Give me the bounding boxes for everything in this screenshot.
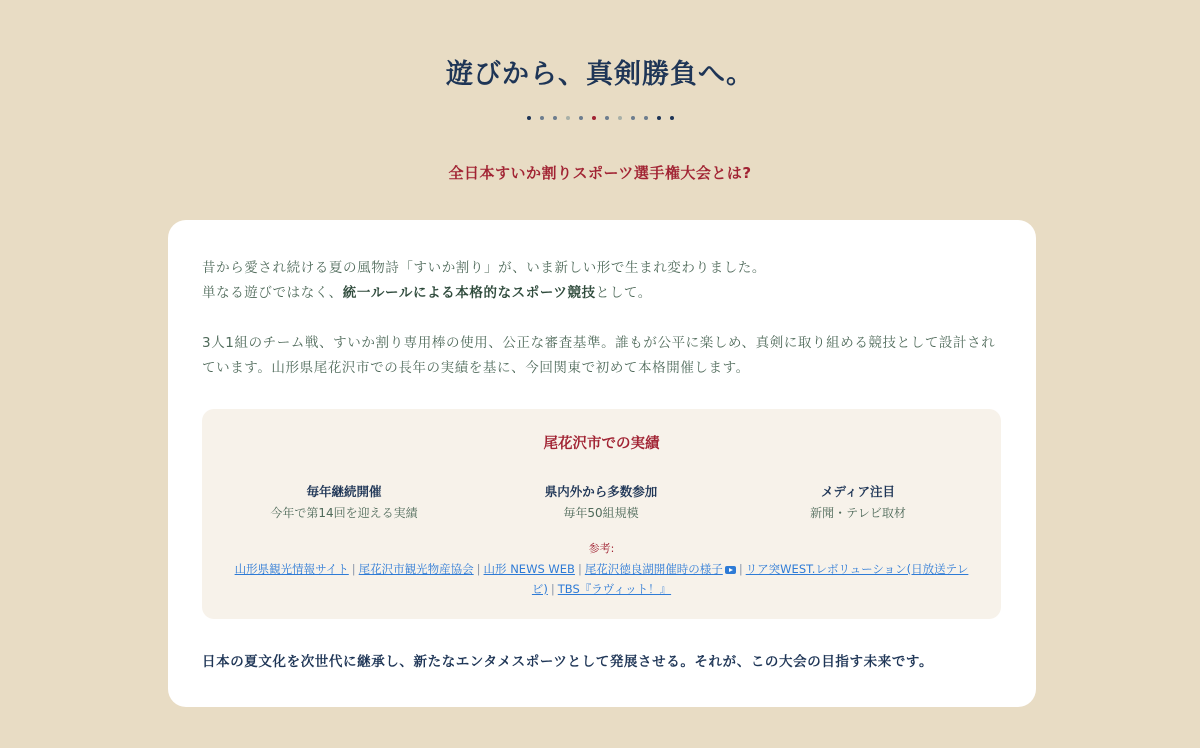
decorative-dot [670, 116, 674, 120]
intro-line-2-start: 単なる遊びではなく、 [202, 285, 343, 301]
link-separator: | [738, 562, 743, 576]
link-separator: | [550, 582, 555, 596]
link-separator: | [351, 562, 356, 576]
section-subtitle: 全日本すいか割りスポーツ選手権大会とは? [448, 164, 752, 182]
reference-label: 参考: [588, 542, 615, 555]
stat-description: 新聞・テレビ取材 [810, 506, 906, 520]
decorative-dot [644, 116, 648, 120]
link-yamagata-news-web[interactable]: 山形 NEWS WEB [483, 562, 575, 576]
decorative-dot [618, 116, 622, 120]
link-obanazawa-association[interactable]: 尾花沢市観光物産協会 [358, 562, 474, 576]
about-card [168, 220, 1036, 707]
decorative-dot [592, 116, 596, 120]
link-tokurako-video[interactable] [585, 562, 736, 576]
decorative-dot [579, 116, 583, 120]
decorative-dot [540, 116, 544, 120]
stat-description: 毎年50組規模 [563, 506, 639, 520]
closing-statement: 日本の夏文化を次世代に継承し、新たなエンタメスポーツとして発展させる。それが、この大会の目指す未来です。 [202, 654, 934, 670]
page-title: 遊びから、真剣勝負へ。 [446, 59, 754, 90]
link-riatotsu-west[interactable]: リア突WEST.レボリューション(日放送テレビ) [531, 562, 969, 596]
link-tokurako-video-label: 尾花沢徳良湖開催時の様子 [584, 562, 723, 576]
decorative-dot [605, 116, 609, 120]
intro-line-2 [202, 281, 1002, 306]
stat-participants [471, 483, 731, 522]
decorative-dot [527, 116, 531, 120]
stat-heading: 県内外から多数参加 [544, 484, 658, 499]
results-box [202, 409, 1001, 619]
decorative-dot [553, 116, 557, 120]
link-tbs-lovit[interactable]: TBS『ラヴィット！』 [557, 582, 672, 596]
results-title: 尾花沢市での実績 [543, 436, 660, 452]
link-separator: | [577, 562, 582, 576]
stat-heading: 毎年継続開催 [306, 484, 382, 499]
stat-annual [214, 483, 474, 522]
stat-description: 今年で第14回を迎える実績 [270, 506, 418, 520]
intro-line-1: 昔から愛され続ける夏の風物詩「すいか割り」が、いま新しい形で生まれ変わりました。 [202, 260, 766, 276]
link-separator: | [476, 562, 481, 576]
decorative-dot [631, 116, 635, 120]
intro-text [202, 256, 1002, 381]
intro-line-2-end: として。 [595, 285, 652, 301]
link-yamagata-tourism[interactable]: 山形県観光情報サイト [234, 562, 349, 576]
stat-heading: メディア注目 [820, 484, 895, 499]
youtube-icon [725, 566, 736, 574]
decorative-dots [0, 116, 1200, 120]
decorative-dot [657, 116, 661, 120]
stat-media [728, 483, 988, 522]
intro-paragraph-2: 3人1組のチーム戦、すいか割り専用棒の使用、公正な審査基準。誰もが公平に楽しめ、真剣に取り組める競技として設計されています。山形県尾花沢市での長年の実績を基に、今回関東で初めて本格開催します。 [202, 335, 996, 376]
intro-highlight: 統一ルールによる本格的なスポーツ競技 [342, 285, 596, 301]
decorative-dot [566, 116, 570, 120]
reference-links [226, 559, 977, 599]
